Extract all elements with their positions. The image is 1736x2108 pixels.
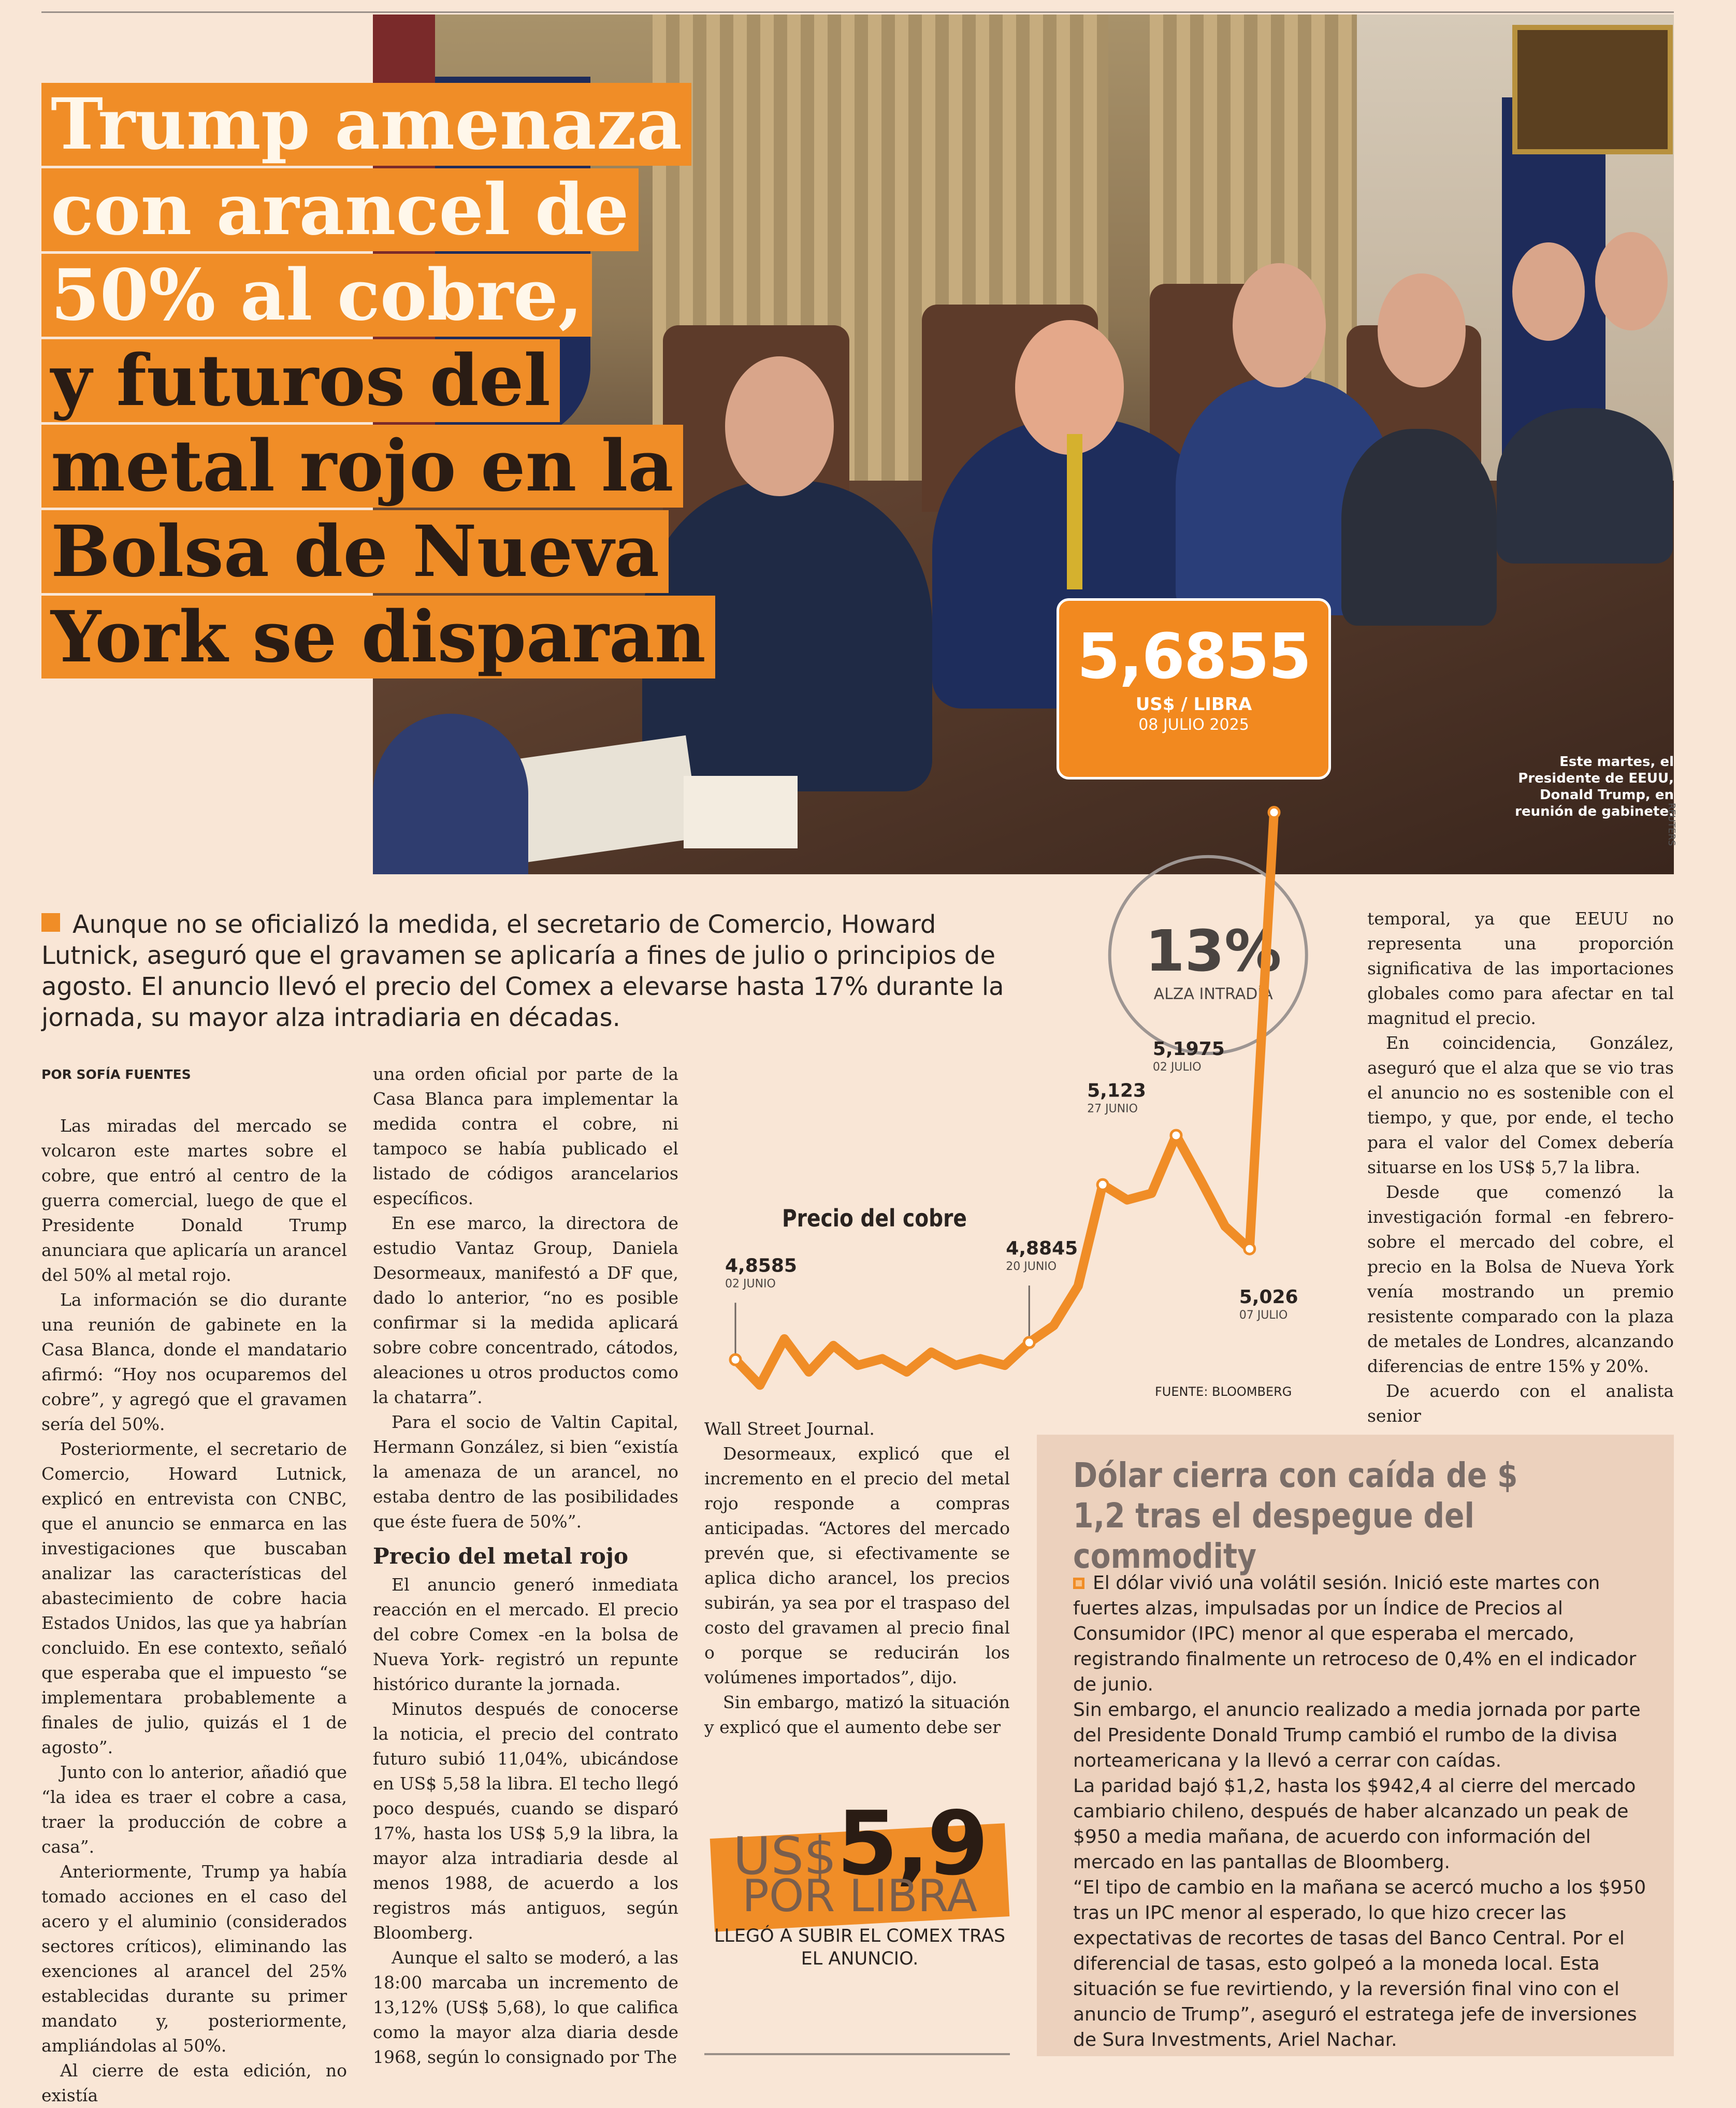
headline-line-1: Trump amenaza	[41, 83, 691, 166]
callout-note: LLEGÓ A SUBIR EL COMEX TRAS EL ANUNCIO.	[714, 1926, 1006, 1969]
paragraph: una orden oficial por parte de la Casa Blanca para implementar la medida contra el cobre, ni tampoco se había publicado el listado de códigos arancelarios específicos.	[373, 1064, 678, 1208]
annotation-value: 5,026	[1239, 1287, 1298, 1308]
data-point	[1269, 807, 1279, 818]
article-column-1	[41, 1114, 347, 2108]
paragraph: Desde que comenzó la investigación formal -en febrero- sobre el mercado del cobre, el precio en la Bolsa de Nueva York venía mostrando un premio resistente comparado con la plaza de metales de Londres, alcanzando diferencias de entre 15% y 20%.	[1367, 1182, 1674, 1376]
paragraph: Aunque el salto se moderó, a las 18:00 marcaba un incremento de 13,12% (US$ 5,68), lo que califica como la mayor alza diaria desde 1968, según lo consignado por The	[373, 1947, 678, 2067]
data-point	[1024, 1337, 1034, 1348]
lead-paragraph	[41, 909, 1025, 1033]
sidebar-paragraph: “El tipo de cambio en la mañana se acercó mucho a los $950 tras un IPC menor al esperado, lo que hizo crecer las expectativas de recortes de tasas del Banco Central. Por el diferencial de tasas, esto golpeó a la moneda local. Esta situación se fue revirtiendo, y la reversión final vino con el anuncio de Trump”, aseguró el estratega jefe de inversiones de Sura Investments, Ariel Nachar.	[1073, 1877, 1646, 2051]
price-line	[735, 813, 1274, 1385]
annotation-date: 02 JUNIO	[725, 1277, 776, 1291]
sidebar-paragraph: El dólar vivió una volátil sesión. Inició este martes con fuertes alzas, impulsadas por un Índice de Precios al Consumidor (IPC) menor al que esperaba el mercado, registrando finalmente un retroceso de 0,4% en el indicador de junio.	[1073, 1572, 1637, 1695]
callout-rule	[704, 2053, 1010, 2055]
data-point	[730, 1354, 741, 1365]
data-point	[1171, 1130, 1181, 1140]
callout-unit: POR LIBRA	[742, 1870, 978, 1922]
headline-line-4: y futuros del	[41, 339, 560, 422]
annotation-value: 5,1975	[1152, 1038, 1225, 1060]
article-column-4	[1367, 906, 1674, 1428]
price-unit: US$ / LIBRA	[1135, 694, 1252, 715]
headline-line-2: con arancel de	[41, 168, 639, 251]
paragraph: Desormeaux, explicó que el incremento en el precio del metal rojo responde a compras anticipadas. “Actores del mercado prevén que, si efectivamente se aplica dicho arancel, los precios subirán, ya sea por el traspaso del costo del gravamen al precio final o porque se reducirán los volúmenes importados”, dijo.	[704, 1443, 1010, 1687]
paragraph: Para el socio de Valtin Capital, Hermann González, si bien “existía la amenaza de un arancel, no estaba dentro de las posibilidades que éste fuera de 50%”.	[373, 1412, 678, 1532]
article-column-3	[704, 1417, 1010, 1740]
sidebar-body	[1073, 1570, 1648, 2053]
photo-caption: Este martes, el Presidente de EEUU, Donald Trump, en reunión de gabinete.	[1515, 754, 1674, 819]
intraday-label: ALZA INTRADÍA	[1153, 985, 1273, 1003]
paragraph: Las miradas del mercado se volcaron este martes sobre el cobre, que entró al centro de la guerra comercial, luego de que el Presidente Donald Trump anunciara que aplicaría un arancel del 50% al metal rojo.	[41, 1116, 347, 1285]
sidebar-paragraph: Sin embargo, el anuncio realizado a media jornada por parte del Presidente Donald Trump cambió el rumbo de la divisa norteamericana y la llevó a cerrar con caídas.	[1073, 1699, 1641, 1771]
article-column-2	[373, 1062, 678, 2070]
paragraph: De acuerdo con el analista senior	[1367, 1381, 1674, 1426]
annotation-value: 4,8585	[725, 1255, 797, 1277]
paragraph: En coincidencia, González, aseguró que el alza que se vio tras el anuncio no es sostenible con el tiempo, y que, por ende, el techo para el valor del Comex debería situarse en los US$ 5,7 la libra.	[1367, 1033, 1674, 1177]
annotation-date: 07 JULIO	[1239, 1309, 1288, 1322]
paragraph: temporal, ya que EEUU no representa una proporción significativa de las importaciones globales como para afectar en tal magnitud el precio.	[1367, 908, 1674, 1028]
paragraph: Junto con lo anterior, añadió que “la idea es traer el cobre a casa, traer la producción de cobre a casa”.	[41, 1762, 347, 1857]
bullet-square	[41, 913, 60, 932]
sidebar-title: Dólar cierra con caída de $ 1,2 tras el despegue del commodity	[1073, 1455, 1518, 1576]
data-point	[1097, 1179, 1108, 1190]
lead-text: Aunque no se oficializó la medida, el secretario de Comercio, Howard Lutnick, aseguró que el gravamen se aplicaría a fines de julio o principios de agosto. El anuncio llevó el precio del Comex a elevarse hasta 17% durante la jornada, su mayor alza intradiaria en décadas.	[41, 910, 1004, 1032]
headline	[41, 83, 715, 681]
byline: POR SOFÍA FUENTES	[41, 1067, 191, 1082]
paragraph: Posteriormente, el secretario de Comercio, Howard Lutnick, explicó en entrevista con CNBC, que el anuncio se enmarca en las investigaciones que buscaban analizar las características del abastecimiento de cobre hacia Estados Unidos, las que ya habrían concluido. En ese contexto, señaló que esperaba que el impuesto “se implementara probablemente a finales de julio, quizás el 1 de agosto”.	[41, 1439, 347, 1757]
chart-title: Precio del cobre	[782, 1204, 967, 1232]
photo-credit: REUTERS	[1666, 803, 1677, 846]
price-date: 08 JULIO 2025	[1138, 716, 1249, 734]
callout-currency: US$	[733, 1826, 837, 1886]
annotation-date: 02 JULIO	[1152, 1061, 1202, 1074]
headline-line-7: York se disparan	[41, 596, 715, 678]
price-callout	[704, 1793, 1015, 1994]
annotation-value: 5,123	[1087, 1080, 1146, 1102]
price-box	[1057, 598, 1331, 779]
top-rule	[41, 11, 1674, 13]
paragraph: Wall Street Journal.	[704, 1419, 875, 1439]
price-value: 5,6855	[1077, 621, 1311, 693]
headline-line-3: 50% al cobre,	[41, 254, 592, 337]
copper-price-chart	[689, 777, 1362, 1430]
annotation-date: 20 JUNIO	[1006, 1260, 1057, 1274]
paragraph: El anuncio generó inmediata reacción en el mercado. El precio del cobre Comex -en la bolsa de Nueva York- registró un repunte histórico durante la jornada.	[373, 1575, 678, 1694]
dollar-sidebar	[1037, 1435, 1674, 2056]
headline-line-5: metal rojo en la	[41, 425, 683, 508]
paragraph: En ese marco, la directora de estudio Vantaz Group, Daniela Desormeaux, manifestó a DF que, dado lo anterior, “no es posible confirmar si la medida aplicará sobre cobre concentrado, cátodos, aleaciones u otros productos como la chatarra”.	[373, 1213, 678, 1407]
intraday-value: 13%	[1145, 917, 1282, 984]
callout-value: 5,9	[836, 1793, 987, 1895]
paragraph: Al cierre de esta edición, no existía	[41, 2060, 347, 2105]
headline-line-6: Bolsa de Nueva	[41, 510, 669, 593]
sidebar-paragraph: La paridad bajó $1,2, hasta los $942,4 al cierre del mercado cambiario chileno, después de haber alcanzado un peak de $950 a media mañana, de acuerdo con información del mercado en las pantallas de Bloomberg.	[1073, 1775, 1636, 1873]
chart-source: FUENTE: BLOOMBERG	[1155, 1384, 1292, 1399]
paragraph: Minutos después de conocerse la noticia, el precio del contrato futuro subió 11,04%, ubicándose en US$ 5,58 la libra. El techo llegó poco después, cuando se disparó 17%, hasta los US$ 5,9 la libra, la mayor alza intradiaria desde al menos 1988, de acuerdo a los registros más antiguos, según Bloomberg.	[373, 1699, 678, 1943]
annotation-value: 4,8845	[1006, 1238, 1078, 1260]
data-point	[1245, 1244, 1255, 1254]
annotation-date: 27 JUNIO	[1087, 1102, 1138, 1116]
paragraph: La información se dio durante una reunión de gabinete en la Casa Blanca, donde el mandatario afirmó: “Hoy nos ocuparemos del cobre”, y agregó que el gravamen sería del 50%.	[41, 1290, 347, 1434]
bullet-square	[1073, 1578, 1084, 1589]
column-subhead: Precio del metal rojo	[373, 1543, 628, 1569]
paragraph: Sin embargo, matizó la situación y explicó que el aumento debe ser	[704, 1692, 1010, 1737]
paragraph: Anteriormente, Trump ya había tomado acciones en el caso del acero y el aluminio (considerados sectores críticos), eliminando las exenciones al arancel del 25% establecidas durante su primer mandato y, posteriormente, ampliándolas al 50%.	[41, 1861, 347, 2056]
